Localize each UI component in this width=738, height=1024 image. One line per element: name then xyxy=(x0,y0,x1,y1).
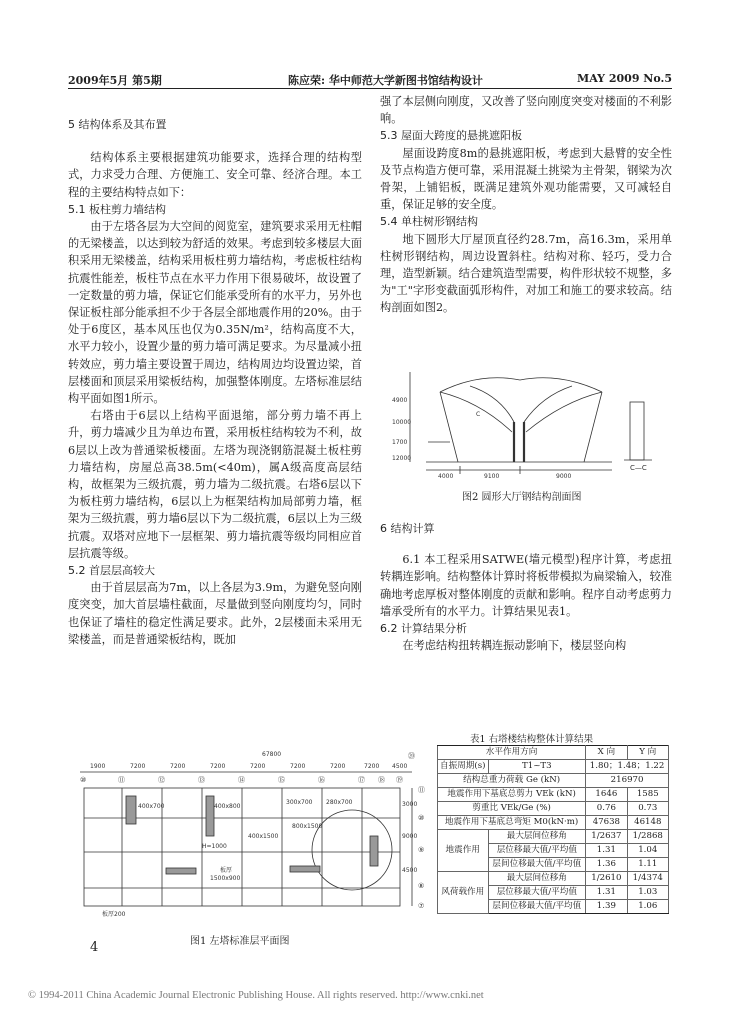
table-row xyxy=(438,816,669,830)
fig1-note: 400x700 xyxy=(138,803,165,810)
fig1-dim: 1900 xyxy=(90,763,106,770)
table-cell: 216970 xyxy=(586,774,669,788)
section-6-2-paragraph: 在考虑结构扭转耦连振动影响下，楼层竖向构 xyxy=(402,639,627,653)
table-row xyxy=(438,802,669,816)
table-cell: 46148 xyxy=(627,816,668,830)
fig1-dim: 4500 xyxy=(392,763,408,770)
fig1-row: ⑪ xyxy=(418,786,425,794)
fig1-row: ⑧ xyxy=(418,882,425,890)
table-cell: 层位移最大值/平均值 xyxy=(488,886,586,900)
fig1-axis: ⑲ xyxy=(396,776,403,784)
fig2-height-4: 12000 xyxy=(392,455,412,462)
table-cell: 自振周期(s) xyxy=(438,760,489,774)
fig1-dim: 7200 xyxy=(330,763,346,770)
fig1-dim: 7200 xyxy=(210,763,226,770)
table-cell: 层位移最大值/平均值 xyxy=(488,844,586,858)
fig2-mark: C xyxy=(476,411,481,418)
left-column xyxy=(68,108,362,648)
table-cell: 地震作用下基底总剪力 VEk (kN) xyxy=(438,788,586,802)
figure-1-drawing xyxy=(62,748,434,926)
table-cell: 47638 xyxy=(586,816,627,830)
table-cell: 1/4374 xyxy=(627,872,668,886)
section-5-4-paragraph: 地下圆形大厅屋顶直径约28.7m，高16.3m，采用单柱树形钢结构，周边设置斜柱。结构对称、轻巧，受力合理，造型新颖。结合建筑造型需要，构件形状较不规整，多为"工"字形变截面弧形构件，对加工和施工的要求较高。结构剖面如图2。 xyxy=(380,232,672,315)
table-cell: 1.31 xyxy=(586,886,627,900)
fig1-row: ⑨ xyxy=(418,846,425,854)
table-cell: 1/2610 xyxy=(586,872,627,886)
fig1-axis: ⑰ xyxy=(358,776,365,784)
table-cell: 1/2637 xyxy=(586,830,627,844)
header-rule xyxy=(68,88,672,89)
table-cell: 0.76 xyxy=(586,802,627,816)
fig1-row: ⑩ xyxy=(418,814,425,822)
fig2-dim-1: 4000 xyxy=(438,473,454,480)
section-5-2-title: 5.2 首层层高较大 xyxy=(68,564,155,578)
section-5-4-title: 5.4 单柱树形钢结构 xyxy=(380,215,478,229)
table-cell: 剪重比 VEk/Ge (%) xyxy=(438,802,586,816)
fig1-overall-dim: 67800 xyxy=(262,751,282,758)
table-1-title: 表1 右塔楼结构整体计算结果 xyxy=(470,734,594,745)
section-6-title: 6 结构计算 xyxy=(380,522,435,535)
fig1-side-dim: 9000 xyxy=(402,833,418,840)
fig2-dim-3: 9000 xyxy=(556,473,572,480)
table-cell: 1.06 xyxy=(627,900,668,914)
section-5-3-paragraph: 屋面设跨度8m的悬挑遮阳板，考虑到大悬臂的安全性及节点构造方便可靠，采用混凝土挑梁为主骨架，钢梁为次骨架，上铺铝板，既满足建筑外观功能需要，又可减轻自重，保证足够的安全度。 xyxy=(380,146,672,212)
table-group-seismic: 地震作用 xyxy=(438,830,489,872)
table-cell: 1.80；1.48；1.22 xyxy=(586,760,669,774)
section-5-title: 5 结构体系及其布置 xyxy=(68,118,167,131)
fig2-height-3: 1700 xyxy=(392,439,408,446)
header-issue-en: MAY 2009 No.5 xyxy=(577,72,672,85)
table-cell: 1.31 xyxy=(586,844,627,858)
table-header-cell: Y 向 xyxy=(627,746,668,760)
fig1-axis: ⑯ xyxy=(318,776,325,784)
fig1-axis: ⑳ xyxy=(408,752,415,760)
fig1-row: ⑦ xyxy=(418,902,425,910)
fig1-side-dim: 4500 xyxy=(402,867,418,874)
table-cell: 0.73 xyxy=(627,802,668,816)
section-5-1-title: 5.1 板柱剪力墙结构 xyxy=(68,202,166,216)
figure-2-drawing xyxy=(380,362,672,480)
fig1-note: 400x800 xyxy=(214,803,241,810)
fig1-axis: ⑮ xyxy=(278,776,285,784)
fig1-dim: 7200 xyxy=(250,763,266,770)
right-column-bottom xyxy=(380,520,672,654)
fig1-note: 800x1500 xyxy=(292,823,323,830)
fig1-note: 板厚200 xyxy=(102,911,126,918)
fig1-axis: ⑱ xyxy=(378,776,385,784)
fig2-height-1: 4900 xyxy=(392,397,408,404)
table-cell: 1646 xyxy=(586,788,627,802)
section-6-1-paragraph: 6.1 本工程采用SATWE(墙元模型)程序计算，考虑扭转耦连影响。结构整体计算时将板带模拟为扁梁输入，较准确地考虑厚板对整体刚度的贡献和影响。程序自动考虑剪力墙承受所有的水平力。计算结果见表1。 xyxy=(380,553,672,618)
fig1-dim: 7200 xyxy=(130,763,146,770)
table-cell: 1.04 xyxy=(627,844,668,858)
table-header-cell: X 向 xyxy=(586,746,627,760)
table-row xyxy=(438,830,669,844)
fig1-dim: 7200 xyxy=(290,763,306,770)
table-header-row xyxy=(438,746,669,760)
table-cell: 层间位移最大值/平均值 xyxy=(488,858,586,872)
fig1-dim: 7200 xyxy=(364,763,380,770)
figure-2-caption: 图2 圆形大厅钢结构剖面图 xyxy=(462,492,582,503)
fig1-note: 板厚 xyxy=(220,867,233,874)
table-row xyxy=(438,760,669,774)
table-1 xyxy=(437,745,669,914)
table-cell: 1.03 xyxy=(627,886,668,900)
fig1-note: 1500x900 xyxy=(210,875,241,882)
section-5-2-continued: 强了本层侧向刚度，又改善了竖向刚度突变对楼面的不利影响。 xyxy=(380,95,672,126)
fig1-axis: ⑭ xyxy=(238,776,245,784)
table-row xyxy=(438,872,669,886)
section-5-paragraph: 结构体系主要根据建筑功能要求，选择合理的结构型式，力求受力合理、方便施工、安全可靠、经济合理。本工程的主要结构特点如下： xyxy=(68,151,362,199)
table-cell: 结构总重力荷载 Ge (kN) xyxy=(438,774,586,788)
table-cell: 最大层间位移角 xyxy=(488,872,586,886)
fig2-dim-2: 9100 xyxy=(484,473,500,480)
table-cell: 1/2868 xyxy=(627,830,668,844)
fig1-dim: 7200 xyxy=(170,763,186,770)
fig1-note: 400x1500 xyxy=(248,833,279,840)
section-5-1-paragraph-2: 右塔由于6层以上结构平面退缩，部分剪力墙不再上升，剪力墙减少且为单边布置，采用板柱结构较为不利，故6层以上改为普通梁板楼面。左塔为现浇钢筋混凝土板柱剪力墙结构，房屋总高38.5m(<40m)，属A级高度高层结构，故框架为三级抗震，剪力墙为二级抗震。右塔6层以下为板柱剪力墙结构，6层以上为框架结构加局部剪力墙，框架为三级抗震，剪力墙6层以下为二级抗震，6层以上为三级抗震。双塔对应地下一层框架、剪力墙抗震等级均同相应首层抗震等级。 xyxy=(68,409,362,560)
fig1-axis: ⑪ xyxy=(118,776,125,784)
fig1-axis: ⑩ xyxy=(80,776,87,784)
table-cell: 1.11 xyxy=(627,858,668,872)
table-cell: 1.36 xyxy=(586,858,627,872)
fig1-axis: ⑬ xyxy=(198,776,205,784)
table-cell: 1585 xyxy=(627,788,668,802)
fig1-axis: ⑫ xyxy=(158,776,165,784)
table-cell: 地震作用下基底总弯矩 M0(kN·m) xyxy=(438,816,586,830)
page-number: 4 xyxy=(90,940,99,955)
table-header-cell: 水平作用方向 xyxy=(438,746,586,760)
header-article: 陈应荣: 华中师范大学新图书馆结构设计 xyxy=(288,74,483,87)
section-5-1-paragraph-1: 由于左塔各层为大空间的阅览室，建筑要求采用无柱帽的无梁楼盖，以达到较为舒适的效果。考虑到较多楼层大面积采用无梁楼盖，结构采用板柱剪力墙结构，考虑板柱结构抗震性能差，板柱节点在水平力作用下很易破坏，故设置了一定数量的剪力墙，保证它们能承受所有的水平力，另外也保证板柱部分能承担不少于各层全部地震作用的20%。由于处于6度区，基本风压也仅为0.35N/m²，结构高度不大，水平力较小，设置少量的剪力墙可满足要求。为尽量减小扭转效应，剪力墙主要设置于周边，结构周边均设置边梁，首层楼面和顶层采用梁板结构，加强整体刚度。左塔标准层结构平面如图1所示。 xyxy=(68,220,362,406)
fig2-height-2: 10000 xyxy=(392,419,412,426)
table-row xyxy=(438,774,669,788)
fig1-note: 300x700 xyxy=(286,799,313,806)
table-group-wind: 风荷载作用 xyxy=(438,872,489,914)
section-5-2-paragraph: 由于首层层高为7m，以上各层为3.9m，为避免竖向刚度突变，加大首层墙柱截面，尽量做到竖向刚度均匀，同时也保证了墙柱的稳定性满足要求。此外，2层楼面未采用无梁楼盖，而是普通梁板结构，既加 xyxy=(68,581,362,646)
section-5-3-title: 5.3 屋面大跨度的悬挑遮阳板 xyxy=(380,129,522,143)
table-cell: T1~T3 xyxy=(488,760,586,774)
fig2-section-label: C—C xyxy=(630,464,647,472)
table-cell: 层间位移最大值/平均值 xyxy=(488,900,586,914)
right-column-top xyxy=(380,93,672,317)
fig1-side-dim: 3000 xyxy=(402,801,418,808)
fig1-note: 280x700 xyxy=(326,799,353,806)
table-cell: 最大层间位移角 xyxy=(488,830,586,844)
fig1-note: H=1000 xyxy=(202,843,227,850)
figure-1-caption: 图1 左塔标准层平面图 xyxy=(190,936,290,947)
table-cell: 1.39 xyxy=(586,900,627,914)
section-6-2-title: 6.2 计算结果分析 xyxy=(380,622,467,636)
header-issue: 2009年5月 第5期 xyxy=(68,74,162,87)
table-row xyxy=(438,788,669,802)
copyright-footer: © 1994-2011 China Academic Journal Electronic Publishing House. All rights reserved. http://www.cnki.net xyxy=(28,990,484,1001)
